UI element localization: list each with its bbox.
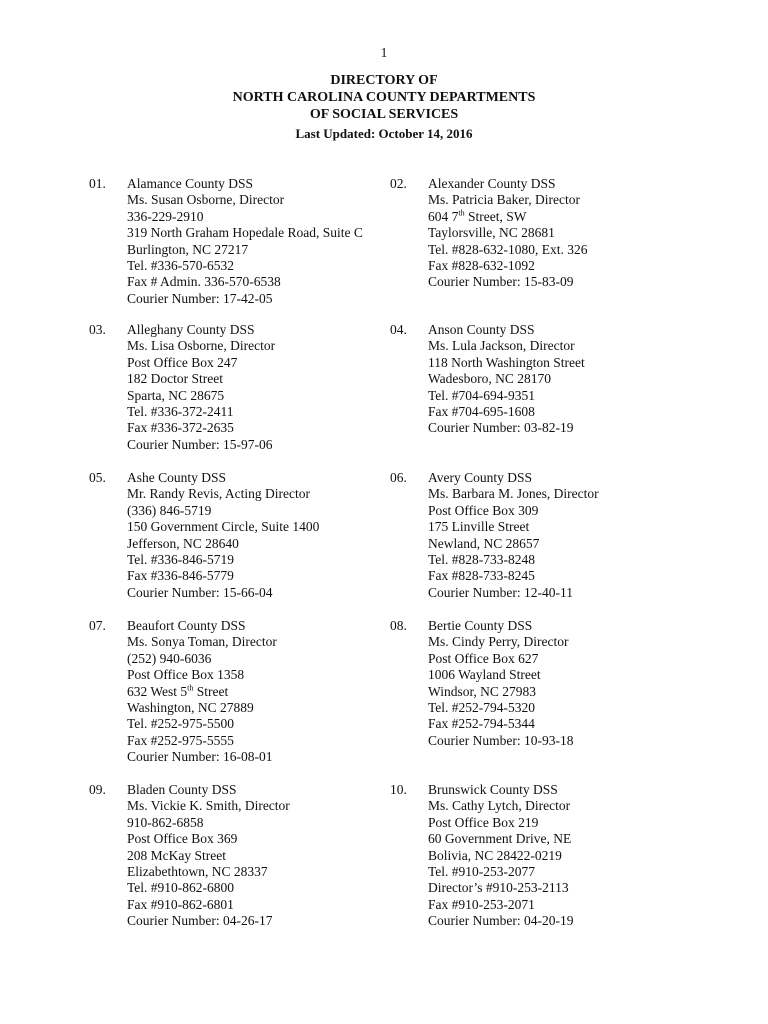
entry-line: Post Office Box 219 [428, 814, 539, 830]
entry-line: Ms. Lula Jackson, Director [428, 338, 575, 354]
entry-line: (252) 940-6036 [127, 650, 212, 666]
entry-line: Windsor, NC 27983 [428, 683, 537, 699]
entry-line: Burlington, NC 27217 [127, 241, 249, 257]
entry-line: Ms. Sonya Toman, Director [127, 634, 277, 650]
entry-line: Courier Number: 04-20-19 [428, 913, 574, 929]
entry-line: Courier Number: 12-40-11 [428, 584, 573, 600]
entry-line: Fax #336-846-5779 [127, 568, 234, 584]
entry-line: Sparta, NC 28675 [127, 387, 225, 403]
entry-line: Post Office Box 369 [127, 831, 238, 847]
entry-line: Tel. #910-862-6800 [127, 880, 235, 896]
entry-line: Post Office Box 627 [428, 650, 539, 666]
entry-line: Tel. #252-794-5320 [428, 699, 536, 715]
entry-number: 09. [89, 782, 106, 797]
entry-line: 175 Linville Street [428, 519, 530, 535]
entry-number: 03. [89, 322, 106, 337]
entry-line: Tel. #910-253-2077 [428, 863, 536, 879]
entry-number: 05. [89, 470, 106, 485]
entry-line: Post Office Box 1358 [127, 667, 245, 683]
entry-number: 02. [390, 176, 407, 191]
entry-number: 07. [89, 618, 106, 633]
entry-line: Elizabethtown, NC 28337 [127, 863, 268, 879]
entry-line: 1006 Wayland Street [428, 667, 541, 683]
entry-line: Tel. #252-975-5500 [127, 716, 235, 732]
entry-line: 604 7th Street, SW [428, 208, 527, 224]
last-updated: Last Updated: October 14, 2016 [295, 126, 473, 141]
entry-line: Alleghany County DSS [127, 322, 255, 337]
entry-line: 910-862-6858 [127, 814, 204, 830]
entry-line: Ms. Cindy Perry, Director [428, 634, 569, 650]
page-number: 1 [380, 45, 388, 60]
entry-line: Bladen County DSS [127, 782, 237, 797]
entry-line: Anson County DSS [428, 322, 535, 337]
entry-line: Washington, NC 27889 [127, 699, 254, 715]
entry-line: Ms. Susan Osborne, Director [127, 192, 285, 208]
entry-line: Fax #252-794-5344 [428, 716, 535, 732]
title-line: NORTH CAROLINA COUNTY DEPARTMENTS [232, 90, 536, 105]
title-line: OF SOCIAL SERVICES [309, 107, 459, 122]
entry-line: Ms. Patricia Baker, Director [428, 192, 581, 208]
entry-line: Courier Number: 15-66-04 [127, 584, 273, 600]
entry-line: Beaufort County DSS [127, 618, 246, 633]
entry-line: Fax #704-695-1608 [428, 403, 535, 419]
entry-line: Alexander County DSS [428, 176, 556, 191]
entry-line: Fax #828-632-1092 [428, 257, 535, 273]
entry-line: Courier Number: 15-97-06 [127, 436, 273, 452]
entry-line: Ms. Vickie K. Smith, Director [127, 798, 290, 814]
entry-line: Courier Number: 16-08-01 [127, 749, 273, 765]
entry-line: 182 Doctor Street [127, 371, 223, 387]
entry-line: Avery County DSS [428, 470, 533, 485]
entry-line: Fax #336-372-2635 [127, 420, 234, 436]
entry-line: Tel. #336-372-2411 [127, 403, 234, 419]
title-line: DIRECTORY OF [330, 73, 438, 88]
entry-line: Ashe County DSS [127, 470, 227, 485]
entry-line: Jefferson, NC 28640 [127, 535, 239, 551]
entry-line: 336-229-2910 [127, 208, 204, 224]
entry-line: 632 West 5th Street [127, 683, 229, 699]
entry-line: Fax #910-862-6801 [127, 896, 234, 912]
entry-line: Courier Number: 04-26-17 [127, 913, 273, 929]
entry-line: Ms. Cathy Lytch, Director [428, 798, 571, 814]
entry-line: Tel. #336-846-5719 [127, 551, 235, 567]
entry-line: Tel. #704-694-9351 [428, 387, 536, 403]
entry-line: Post Office Box 247 [127, 354, 238, 370]
entry-number: 06. [390, 470, 407, 485]
entry-number: 01. [89, 176, 106, 191]
entry-line: Ms. Lisa Osborne, Director [127, 338, 276, 354]
entry-line: Brunswick County DSS [428, 782, 558, 797]
entry-line: 150 Government Circle, Suite 1400 [127, 519, 320, 535]
entry-line: Mr. Randy Revis, Acting Director [127, 486, 310, 502]
entry-line: Post Office Box 309 [428, 502, 539, 518]
entry-line: Ms. Barbara M. Jones, Director [428, 486, 599, 502]
entry-line: Tel. #336-570-6532 [127, 257, 235, 273]
entry-line: Courier Number: 15-83-09 [428, 274, 574, 290]
entry-line: Tel. #828-632-1080, Ext. 326 [428, 241, 588, 257]
entry-line: 60 Government Drive, NE [428, 831, 572, 847]
entry-line: Bertie County DSS [428, 618, 533, 633]
entry-number: 04. [390, 322, 407, 337]
entry-line: Fax #252-975-5555 [127, 732, 234, 748]
entry-number: 10. [390, 782, 407, 797]
entry-line: Bolivia, NC 28422-0219 [428, 847, 562, 863]
entry-line: Courier Number: 03-82-19 [428, 420, 574, 436]
entry-line: (336) 846-5719 [127, 502, 212, 518]
entry-line: Fax #828-733-8245 [428, 568, 535, 584]
entry-line: Courier Number: 10-93-18 [428, 732, 574, 748]
entry-line: Director’s #910-253-2113 [428, 880, 569, 896]
entry-line: 208 McKay Street [127, 847, 226, 863]
entry-line: Newland, NC 28657 [428, 535, 540, 551]
entry-line: Fax #910-253-2071 [428, 896, 535, 912]
entry-line: 118 North Washington Street [428, 354, 585, 370]
entry-line: 319 North Graham Hopedale Road, Suite C [127, 225, 363, 241]
page-title [0, 72, 768, 123]
entry-line: Taylorsville, NC 28681 [428, 225, 555, 241]
entry-line: Tel. #828-733-8248 [428, 551, 536, 567]
entry-line: Fax # Admin. 336-570-6538 [127, 274, 281, 290]
entry-line: Wadesboro, NC 28170 [428, 371, 552, 387]
entry-line: Alamance County DSS [127, 176, 253, 191]
entry-line: Courier Number: 17-42-05 [127, 290, 273, 306]
entry-number: 08. [390, 618, 407, 633]
